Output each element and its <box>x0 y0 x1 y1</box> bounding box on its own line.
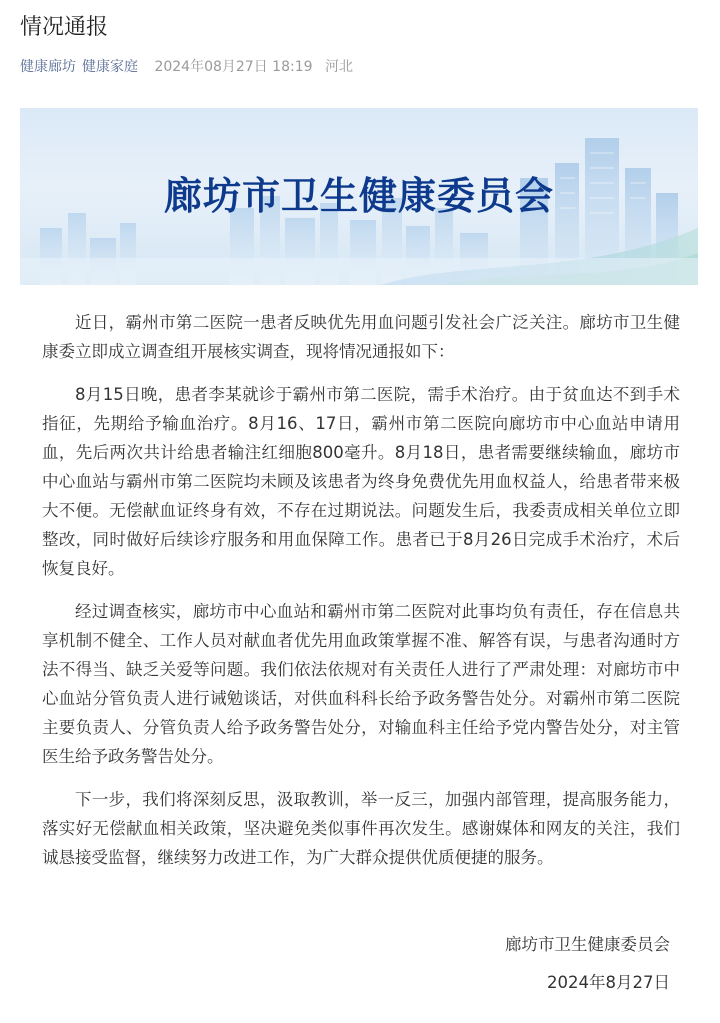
signature-organization: 廊坊市卫生健康委员会 <box>505 935 670 954</box>
account-name-link[interactable]: 健康廊坊 <box>20 59 76 75</box>
article-title: 情况通报 <box>20 15 109 40</box>
publish-region: 河北 <box>324 59 353 75</box>
paragraph-next-steps: 下一步，我们将深刻反思，汲取教训，举一反三，加强内部管理，提高服务能力，落实好无偿献血相关政策，坚决避免类似事件再次发生。感谢媒体和网友的关注，我们诚恳接受监督，继续努力改进工作，为广大群众提供优质便捷的服务。 <box>42 790 680 867</box>
header-banner-image <box>20 108 698 285</box>
signature-date: 2024年8月27日 <box>547 973 670 992</box>
publish-time: 2024年08月27日 18:19 <box>154 59 313 75</box>
paragraph-incident: 8月15日晚，患者李某就诊于霸州市第二医院，需手术治疗。由于贫血达不到手术指征，先期给予输血治疗。8月16、17日，霸州市第二医院向廊坊市中心血站申请用血，先后两次共计给患者输注红细胞800毫升。8月18日，患者需要继续输血，廊坊市中心血站与霸州市第二医院均未顾及该患者为终身免费优先用血权益人，给患者带来极大不便。无偿献血证终身有效，不存在过期说法。问题发生后，我委责成相关单位立即整改，同时做好后续诊疗服务和用血保障工作。患者已于8月26日完成手术治疗，术后恢复良好。 <box>42 385 680 578</box>
signature-block <box>505 926 670 1002</box>
paragraph-investigation: 经过调查核实，廊坊市中心血站和霸州市第二医院对此事均负有责任，存在信息共享机制不健全、工作人员对献血者优先用血政策掌握不准、解答有误，与患者沟通时方法不得当、缺乏关爱等问题。我们依法依规对有关责任人进行了严肃处理：对廊坊市中心血站分管负责人进行诫勉谈话，对供血科科长给予政务警告处分。对霸州市第二医院主要负责人、分管负责人给予政务警告处分，对输血科主任给予党内警告处分，对主管医生给予政务警告处分。 <box>42 602 680 766</box>
article-body <box>42 308 680 886</box>
account-secondary-link[interactable]: 健康家庭 <box>82 59 138 75</box>
article-meta <box>20 57 353 77</box>
paragraph-intro: 近日，霸州市第二医院一患者反映优先用血问题引发社会广泛关注。廊坊市卫生健康委立即成立调查组开展核实调查，现将情况通报如下： <box>42 313 680 361</box>
banner-heading: 廊坊市卫生健康委员会 <box>163 174 554 218</box>
